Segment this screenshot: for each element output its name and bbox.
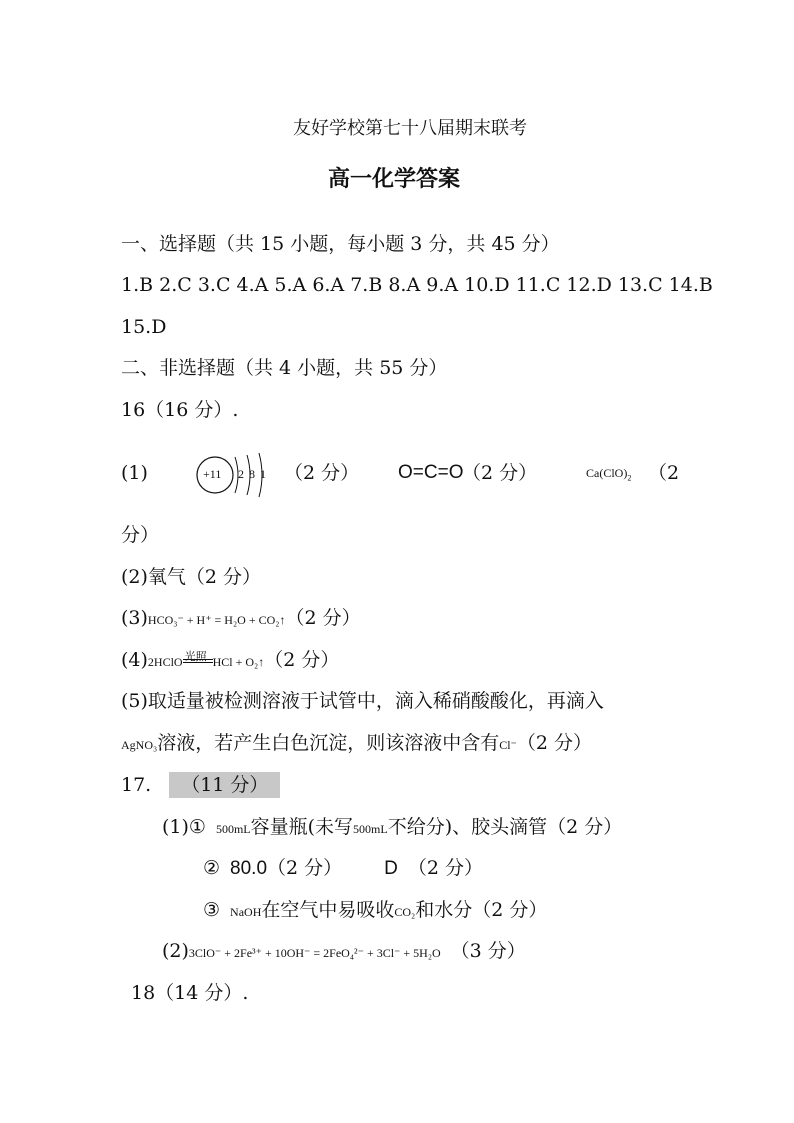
q17-p3 <box>203 898 547 924</box>
ferrate-equation: 3ClO⁻ + 2Fe³⁺ + 10OH⁻ = 2FeO₄²⁻ + 3Cl⁻ + 5H₂O <box>188 946 441 960</box>
q17-p3-text2: 和水分（2 分） <box>415 899 548 921</box>
caclo-main: Ca(ClO) <box>586 466 628 480</box>
q17-p2-score-a: （2 分） <box>267 857 343 879</box>
q16-p2: (2)氧气（2 分） <box>121 566 262 588</box>
bicarbonate-equation: HCO₃⁻ + H⁺ = H₂O + CO₂↑ <box>147 613 286 627</box>
co2-structure-formula: O=C=O <box>398 462 464 483</box>
q17-q2 <box>162 939 526 965</box>
q17-p2-label: ② <box>203 857 221 879</box>
agno3-formula: AgNO₃ <box>121 738 158 752</box>
q17-p1-text1: 容量瓶(未写 <box>250 816 354 838</box>
q16-p5-text: 溶液，若产生白色沉淀，则该溶液中含有 <box>157 732 500 754</box>
hclo-decomposition-left: 2HClO <box>147 655 183 669</box>
q17-score-highlight: （11 分） <box>169 772 280 798</box>
q17-p1 <box>162 815 622 841</box>
q16-p1-score-a: （2 分） <box>284 462 360 484</box>
section2-heading: 二、非选择题（共 4 小题，共 55 分） <box>121 357 448 379</box>
q16-title: 16（16 分）. <box>121 399 239 421</box>
q16-p4-label: (4) <box>121 649 148 671</box>
co2-formula: CO₂ <box>394 905 416 919</box>
equal-bar-2 <box>183 662 213 663</box>
naoh-formula: NaOH <box>230 905 262 919</box>
q16-p1-label: (1) <box>121 462 148 484</box>
caclo-subscript: 2 <box>627 473 632 483</box>
page-title: 高一化学答案 <box>328 166 461 192</box>
q16-p3-label: (3) <box>121 607 148 629</box>
q16-p3-score: （2 分） <box>285 607 361 629</box>
q16-p5-line1: (5)取适量被检测溶液于试管中，滴入稀硝酸酸化，再滴入 <box>121 690 604 712</box>
sodium-atom-structure-diagram <box>195 447 275 503</box>
atom-nucleus-label: +11 <box>203 467 222 481</box>
q17-q2-score: （3 分） <box>450 940 526 962</box>
q16-p1-score-c-head: （2 <box>648 462 680 484</box>
q17-choice-letter: D <box>384 858 398 879</box>
q18-title: 18（14 分）. <box>131 982 249 1004</box>
calcium-hypochlorite-formula <box>586 461 631 485</box>
q16-p4 <box>121 648 339 674</box>
atom-shell-electrons: 2 8 1 <box>238 467 267 481</box>
equal-bar <box>183 659 213 660</box>
q17-title <box>121 773 280 797</box>
chloride-ion: Cl⁻ <box>499 738 517 752</box>
q17-p1-label: (1)① <box>162 816 206 838</box>
reaction-condition <box>183 651 213 671</box>
answers-line-1: 1.B 2.C 3.C 4.A 5.A 6.A 7.B 8.A 9.A 10.D 11.C 12.D 13.C 14.B <box>121 274 713 296</box>
q17-p2-score-b: （2 分） <box>407 857 484 879</box>
mass-value: 80.0 <box>230 858 268 879</box>
q16-p3 <box>121 606 361 632</box>
q17-p3-label: ③ <box>203 899 221 921</box>
section1-heading: 一、选择题（共 15 小题，每小题 3 分，共 45 分） <box>121 233 560 255</box>
q17-p2 <box>203 856 483 881</box>
light-condition-label: 光照 <box>184 650 207 663</box>
q16-p4-score: （2 分） <box>264 649 340 671</box>
q16-p5-score: （2 分） <box>516 732 593 754</box>
q17-p1-text2: 不给分)、胶头滴管（2 分） <box>387 816 623 838</box>
hclo-decomposition-right: HCl + O₂↑ <box>212 655 265 669</box>
q17-q2-label: (2) <box>162 940 189 962</box>
school-title: 友好学校第七十八届期末联考 <box>293 118 527 139</box>
volume-500ml-2: 500mL <box>353 822 388 836</box>
q16-p1-score-b: （2 分） <box>462 462 538 484</box>
answers-line-2: 15.D <box>121 316 167 338</box>
q17-number: 17. <box>121 774 152 796</box>
q17-p3-text1: 在空气中易吸收 <box>261 899 395 921</box>
q16-p1-score-c-tail: 分） <box>121 524 160 546</box>
volume-500ml: 500mL <box>215 822 251 836</box>
q16-p5-line2 <box>121 731 592 757</box>
